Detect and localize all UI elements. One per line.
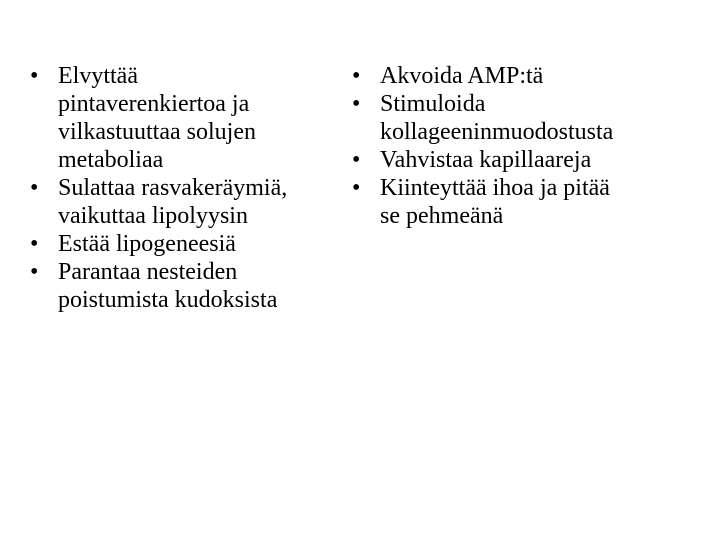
bullet-icon: • [352, 63, 361, 89]
list-item [352, 90, 697, 146]
list-item [30, 62, 350, 174]
list-item-text: Kiinteyttää ihoa ja pitää se pehmeänä [380, 175, 610, 229]
list-item-text: Stimuloida kollageeninmuodostusta [380, 91, 614, 145]
list-item-text: Parantaa nesteiden poistumista kudoksista [58, 259, 278, 313]
bullet-icon: • [352, 147, 361, 173]
list-item [352, 146, 697, 174]
right-bullet-list [352, 62, 697, 230]
list-item-text: Elvyttää pintaverenkiertoa ja vilkastuuttaa solujen metaboliaa [58, 63, 256, 173]
bullet-icon: • [352, 175, 361, 201]
list-item-text: Vahvistaa kapillaareja [380, 147, 592, 173]
list-item-text: Sulattaa rasvakeräymiä, vaikuttaa lipolyysin [58, 175, 288, 229]
list-item [30, 174, 350, 230]
bullet-icon: • [30, 175, 39, 201]
bullet-icon: • [352, 91, 361, 117]
bullet-icon: • [30, 63, 39, 89]
list-item [30, 230, 350, 258]
list-item [352, 62, 697, 90]
list-item [30, 258, 350, 314]
bullet-icon: • [30, 259, 39, 285]
bullet-icon: • [30, 231, 39, 257]
list-item-text: Akvoida AMP:tä [380, 63, 544, 89]
left-bullet-list [30, 62, 350, 314]
list-item [352, 174, 697, 230]
list-item-text: Estää lipogeneesiä [58, 231, 236, 257]
